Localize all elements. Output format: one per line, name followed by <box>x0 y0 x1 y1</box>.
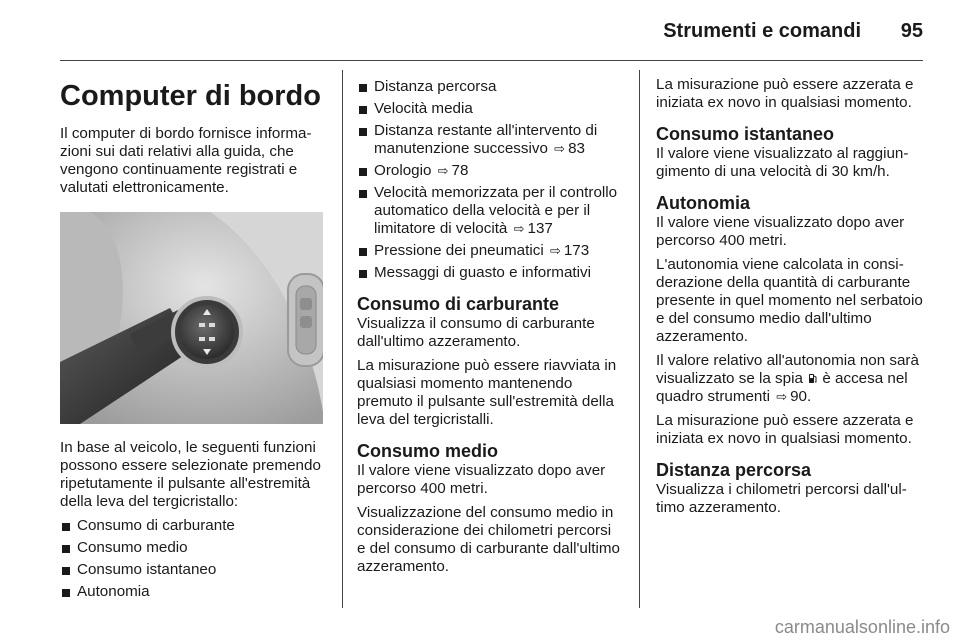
paragraph: Visualizza i chilometri percorsi dall'ultimo azzeramento. <box>656 481 907 516</box>
bullet-icon <box>359 270 367 278</box>
header-rule <box>60 60 923 61</box>
paragraph: Il valore viene visualizzato dopo aver percorso 400 metri. <box>357 462 606 497</box>
wiper-lever-illustration <box>60 212 323 424</box>
functions-paragraph: In base al veicolo, le seguenti funzioni possono essere selezionate premendo ripetutamente il pulsante all'estremità della leva del tergicristallo: <box>60 439 321 510</box>
functions-list-2 <box>357 78 623 282</box>
paragraph: Visualizzazione del consumo medio in considerazione dei chilometri percorsi e del consumo di carburante dall'ultimo azzeramento. <box>357 504 620 575</box>
column-divider-2 <box>639 70 640 608</box>
paragraph: L'autonomia viene calcolata in considerazione della quantità di carburante presente in quel momento nel serbatoio e del consumo medio dall'ultimo azzeramento. <box>656 256 923 345</box>
page-reference-link[interactable]: ⇨ 78 <box>436 162 469 179</box>
page-header <box>60 18 923 46</box>
bullet-icon <box>62 567 70 575</box>
intro-paragraph: Il computer di bordo fornisce informazioni sui dati relativi alla guida, che vengono continuamente registrati e valutati elettronicamente. <box>60 125 312 196</box>
list-item: Consumo medio <box>60 539 326 557</box>
list-item: Consumo istantaneo <box>60 561 326 579</box>
paragraph: Il valore viene visualizzato dopo aver percorso 400 metri. <box>656 214 905 249</box>
list-item: Messaggi di guasto e informativi <box>357 264 623 282</box>
column-1 <box>60 70 326 605</box>
subheading-fuel-consumption: Consumo di carburante <box>357 294 560 314</box>
bullet-icon <box>359 84 367 92</box>
list-item: Pressione dei pneumatici ⇨ 173 <box>357 242 623 260</box>
bullet-icon <box>359 168 367 176</box>
list-item: Orologio ⇨ 78 <box>357 162 623 180</box>
paragraph: La misurazione può essere riavviata in qualsiasi momento mantenendo premuto il pulsante sull'estremità della leva del tergicristalli. <box>357 357 617 428</box>
page-reference-link[interactable]: ⇨ 137 <box>512 220 553 237</box>
column-3 <box>656 70 924 523</box>
list-item: Consumo di carburante <box>60 517 326 535</box>
bullet-icon <box>359 190 367 198</box>
page-number: 95 <box>900 20 923 42</box>
functions-list-1 <box>60 517 326 601</box>
bullet-icon <box>359 106 367 114</box>
fuel-warning-lamp-icon <box>808 373 817 384</box>
paragraph: La misurazione può essere azzerata e iniziata ex novo in qualsiasi momento. <box>656 412 914 447</box>
list-item: Autonomia <box>60 583 326 601</box>
section-heading: Computer di bordo <box>60 80 321 112</box>
column-divider-1 <box>342 70 343 608</box>
list-item: Distanza percorsa <box>357 78 623 96</box>
list-item: Velocità memorizzata per il controllo automatico della velocità e per il limitatore di velocità ⇨ 137 <box>357 184 623 238</box>
paragraph: Il valore viene visualizzato al raggiungimento di una velocità di 30 km/h. <box>656 145 909 180</box>
page-reference-link[interactable]: ⇨ 173 <box>548 242 589 259</box>
subheading-distance-travelled: Distanza percorsa <box>656 460 812 480</box>
watermark: carmanualsonline.info <box>774 617 950 637</box>
page-reference-link[interactable]: ⇨ 90. <box>774 388 811 405</box>
column-2 <box>357 70 623 582</box>
bullet-icon <box>359 248 367 256</box>
list-item: Velocità media <box>357 100 623 118</box>
wiper-lever-photo <box>60 212 323 424</box>
page-reference-link[interactable]: ⇨ 83 <box>552 140 585 157</box>
bullet-icon <box>62 589 70 597</box>
bullet-icon <box>62 545 70 553</box>
paragraph: Il valore relativo all'autonomia non sarà visualizzato se la spia è accesa nel quadro strumenti ⇨ 90. <box>656 352 924 406</box>
paragraph: La misurazione può essere azzerata e iniziata ex novo in qualsiasi momento. <box>656 76 914 111</box>
paragraph: Visualizza il consumo di carburante dall'ultimo azzeramento. <box>357 315 595 350</box>
subheading-average-consumption: Consumo medio <box>357 441 499 461</box>
subheading-range: Autonomia <box>656 193 750 213</box>
subheading-instant-consumption: Consumo istantaneo <box>656 124 835 144</box>
list-item: Distanza restante all'intervento di manutenzione successivo ⇨ 83 <box>357 122 623 158</box>
header-title: Strumenti e comandi <box>663 20 861 42</box>
bullet-icon <box>62 523 70 531</box>
bullet-icon <box>359 128 367 136</box>
